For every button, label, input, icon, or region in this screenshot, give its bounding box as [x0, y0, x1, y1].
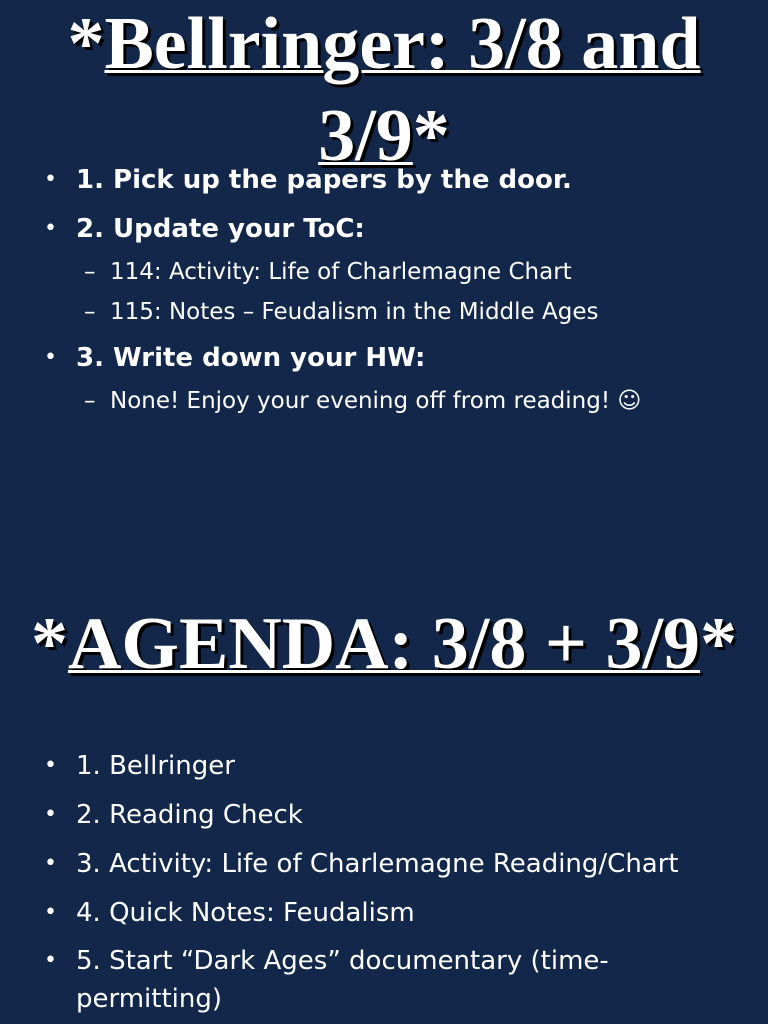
slide-title: *AGENDA: 3/8 + 3/9* — [30, 603, 738, 685]
list-item: • 2. Reading Check — [0, 795, 768, 835]
sub-list-item: – 114: Activity: Life of Charlemagne Chart — [0, 254, 768, 290]
bullet-icon: • — [44, 167, 57, 192]
agenda-list — [0, 746, 768, 1024]
list-item: • 4. Quick Notes: Feudalism — [0, 893, 768, 933]
sub-list-item: – None! Enjoy your evening off from reading! ☺ — [0, 383, 768, 419]
bullet-icon: • — [44, 216, 57, 241]
bullet-icon: • — [44, 345, 57, 370]
dash-icon: – — [84, 388, 96, 414]
bullet-icon: • — [44, 948, 57, 973]
slide-title: *Bellringer: 3/8 and 3/9* — [67, 3, 701, 177]
bullet-icon: • — [44, 851, 57, 876]
list-item: • 1. Pick up the papers by the door. — [0, 160, 768, 200]
title-underlined-text: Bellringer: 3/8 and 3/9 — [104, 3, 701, 177]
list-item: • 2. Update your ToC: — [0, 209, 768, 249]
sub-list-item: – 115: Notes – Feudalism in the Middle Ages — [0, 294, 768, 330]
list-item: • 3. Activity: Life of Charlemagne Reading/Chart — [0, 844, 768, 884]
dash-icon: – — [84, 259, 96, 285]
dash-icon: – — [84, 299, 96, 325]
bullet-icon: • — [44, 753, 57, 778]
bullet-icon: • — [44, 802, 57, 827]
list-item: • 5. Start “Dark Ages” documentary (time-permitting) — [0, 942, 768, 1018]
bullet-icon: • — [44, 900, 57, 925]
title-underlined-text: AGENDA: 3/8 + 3/9 — [67, 603, 701, 685]
list-item: • 1. Bellringer — [0, 746, 768, 786]
agenda-slide — [0, 512, 768, 1024]
bellringer-list — [0, 160, 768, 427]
list-item: • 3. Write down your HW: — [0, 338, 768, 378]
